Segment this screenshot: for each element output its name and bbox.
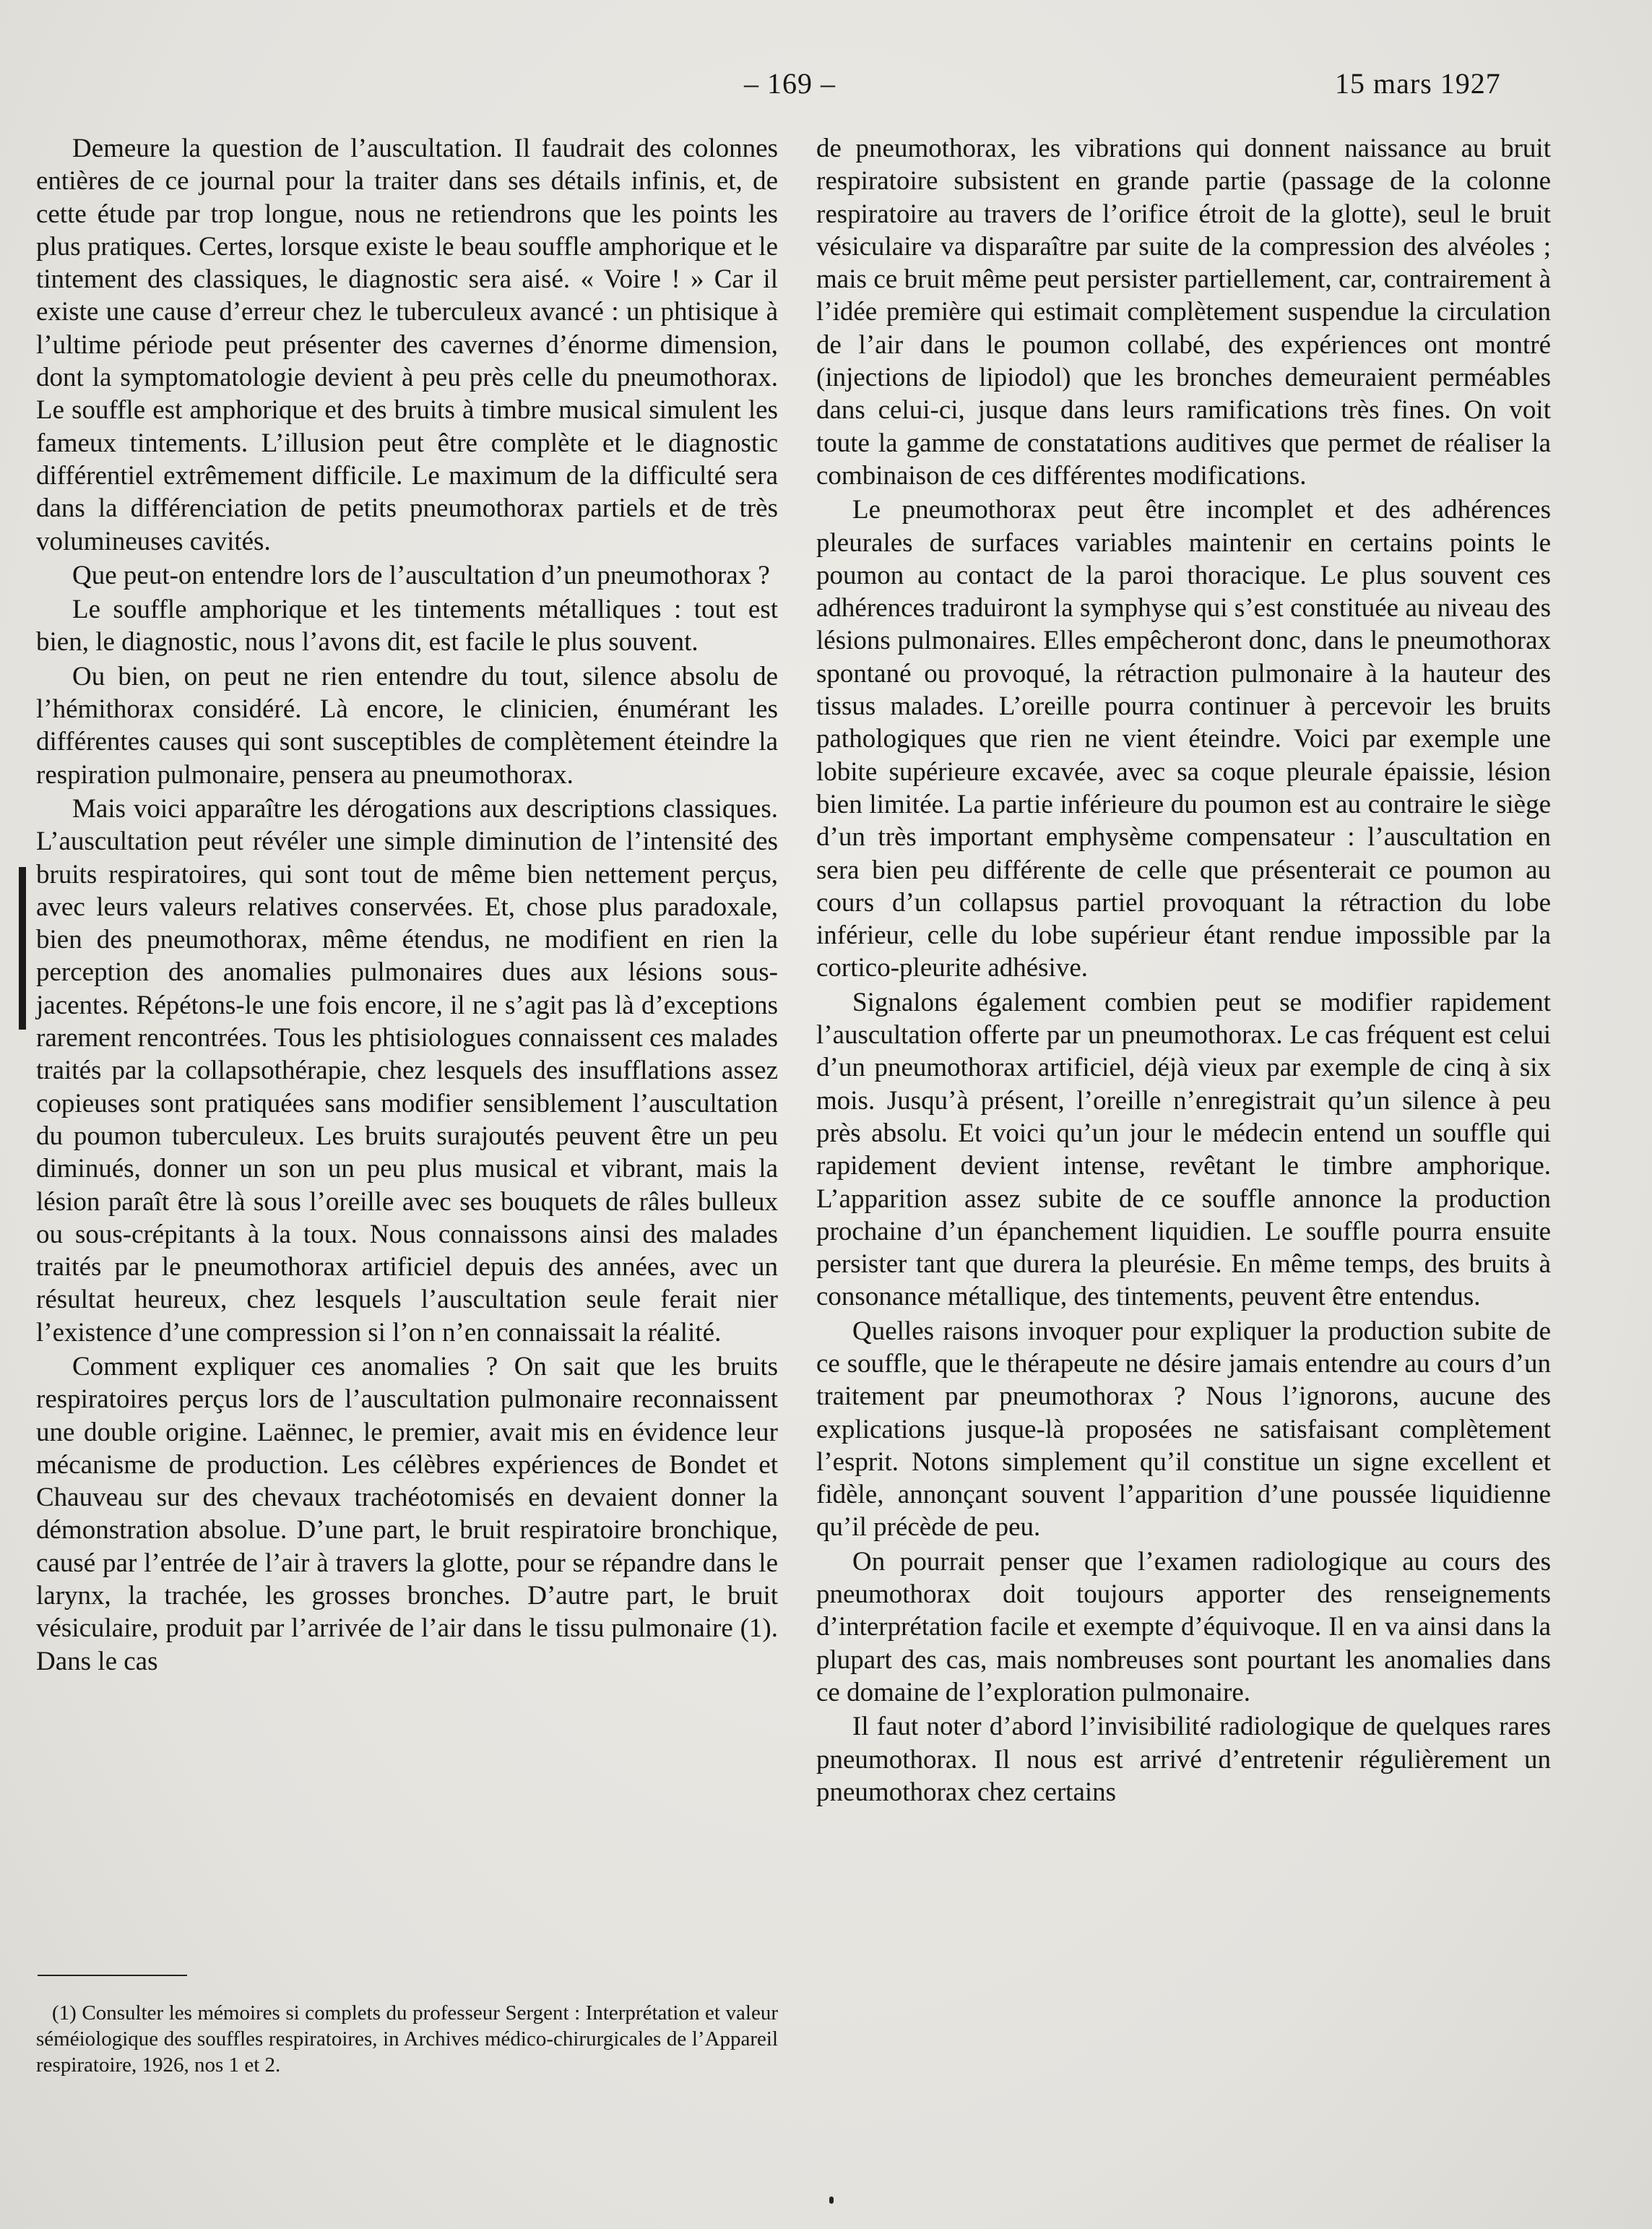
paragraph: Il faut noter d’abord l’invisibilité radiologique de quelques rares pneumothorax. Il nous est arrivé d’entretenir régulièrement un pneumothorax chez certains <box>816 1712 1551 1807</box>
paragraph: Ou bien, on peut ne rien entendre du tout, silence absolu de l’hémithorax considéré. Là encore, le clinicien, énumérant les différentes causes qui sont susceptibles de complètement éteindre la respiration pulmonaire, pensera au pneumothorax. <box>36 661 778 790</box>
ink-speck <box>829 2196 834 2204</box>
margin-mark <box>19 867 26 1030</box>
paragraph: Demeure la question de l’auscultation. Il faudrait des colonnes entières de ce journal pour la traiter dans ses détails infinis, et, de cette étude par trop longue, nous ne retiendrons que les points les plus pratiques. Certes, lorsque existe le beau souffle amphorique et le tintement des classiques, le diagnostic sera aisé. « Voire ! » Car il existe une cause d’erreur chez le tuberculeux avancé : un phtisique à l’ultime période peut présenter des cavernes d’énorme dimension, dont la symptomatologie devient à peu près celle du pneumothorax. Le souffle est amphorique et des bruits à timbre musical simulent les fameux tintements. L’illusion peut être complète et le diagnostic différentiel extrêmement difficile. Le maximum de la difficulté sera dans la différenciation de petits pneumothorax partiels et de très volumineuses cavités. <box>36 134 778 556</box>
page-number: – 169 – <box>744 67 836 100</box>
page-header <box>0 66 1652 110</box>
paragraph: Comment expliquer ces anomalies ? On sait que les bruits respiratoires perçus lors de l’auscultation pulmonaire reconnaissent une double origine. Laënnec, le premier, avait mis en évidence leur mécanisme de production. Les célèbres expériences de Bondet et Chauveau sur des chevaux trachéotomisés en devaient donner la démonstration absolue. D’une part, le bruit respiratoire bronchique, causé par l’entrée de l’air à travers la glotte, pour se répandre dans le larynx, la trachée, les grosses bronches. D’autre part, le bruit vésiculaire, produit par l’arrivée de l’air dans le tissu pulmonaire (1). Dans le cas <box>36 1351 778 1676</box>
paragraph: Mais voici apparaître les dérogations aux descriptions classiques. L’auscultation peut révéler une simple diminution de l’intensité des bruits respiratoires, qui sont tout de même bien nettement perçus, avec leurs valeurs relatives conservées. Et, chose plus paradoxale, bien des pneumothorax, même étendus, ne modifient en rien la perception des anomalies pulmonaires dues aux lésions sous-jacentes. Répétons-le une fois encore, il ne s’agit pas là d’exceptions rarement rencontrées. Tous les phtisiologues connaissent ces malades traités par la collapsothérapie, chez lesquels des insufflations assez copieuses sont pratiquées sans modifier sensiblement l’auscultation du poumon tuberculeux. Les bruits surajoutés peuvent être un peu diminués, donner un son un peu plus musical et vibrant, mais la lésion paraît être là sous l’oreille avec ses bouquets de râles bulleux ou sous-crépitants à la toux. Nous connaissons ainsi des malades traités par le pneumothorax artificiel depuis des années, avec un résultat heureux, chez lesquels l’auscultation seule ferait nier l’existence d’une compression si l’on n’en connaissait la réalité. <box>36 793 778 1348</box>
right-column <box>816 132 1551 1810</box>
issue-date: 15 mars 1927 <box>1335 67 1501 100</box>
footnote <box>36 2000 778 2078</box>
paragraph: Que peut-on entendre lors de l’auscultation d’un pneumothorax ? <box>72 560 770 590</box>
footnote-divider <box>38 1975 187 1976</box>
footnote-text: (1) Consulter les mémoires si complets du professeur Sergent : Interprétation et valeur séméiologique des souffles respiratoires, in Archives médico-chirurgicales de l’Appareil respiratoire, 1926, nos 1 et 2. <box>36 2001 778 2077</box>
paragraph: Le pneumothorax peut être incomplet et des adhérences pleurales de surfaces variables maintenir en certains points le poumon au contact de la paroi thoracique. Le plus souvent ces adhérences traduiront la symphyse qui s’est constituée au niveau des lésions pulmonaires. Elles empêcheront donc, dans le pneumothorax spontané ou provoqué, la rétraction pulmonaire à la hauteur des tissus malades. L’oreille pourra continuer à percevoir les bruits pathologiques que rien ne vient éteindre. Voici par exemple une lobite supérieure excavée, avec sa coque pleurale épaissie, lésion bien limitée. La partie inférieure du poumon est au contraire le siège d’un très important emphysème compensateur : l’auscultation en sera bien peu différente de celle que présenterait ce poumon au cours d’un collapsus partiel provoquant la rétraction du lobe inférieur, celle du lobe supérieur étant rendue impossible par la cortico-pleurite adhésive. <box>816 495 1551 983</box>
left-column <box>36 132 778 1679</box>
paragraph: de pneumothorax, les vibrations qui donnent naissance au bruit respiratoire subsistent en grande partie (passage de la colonne respiratoire au travers de l’orifice étroit de la glotte), seul le bruit vésiculaire va disparaître par suite de la compression des alvéoles ; mais ce bruit même peut persister partiellement, car, contrairement à l’idée première qui estimait complètement suspendue la circulation de l’air dans le poumon collabé, des expériences ont montré (injections de lipiodol) que les bronches demeuraient perméables dans celui-ci, jusque dans leurs ramifications très fines. On voit toute la gamme de constatations auditives que permet de réaliser la combinaison de ces différentes modifications. <box>816 134 1551 491</box>
paragraph: Signalons également combien peut se modifier rapidement l’auscultation offerte par un pneumothorax. Le cas fréquent est celui d’un pneumothorax artificiel, déjà vieux par exemple de cinq à six mois. Jusqu’à présent, l’oreille n’enregistrait qu’un silence à peu près absolu. Et voici qu’un jour le médecin entend un souffle qui rapidement devient intense, revêtant le timbre amphorique. L’apparition assez subite de ce souffle annonce la production prochaine d’un épanchement liquidien. Le souffle pourra ensuite persister tant que durera la pleurésie. En même temps, des bruits à consonance métallique, des tintements, peuvent être entendus. <box>816 987 1551 1312</box>
paragraph: Quelles raisons invoquer pour expliquer la production subite de ce souffle, que le thérapeute ne désire jamais entendre au cours d’un traitement par pneumothorax ? Nous l’ignorons, aucune des explications jusque-là proposées ne satisfaisant complètement l’esprit. Notons simplement qu’il constitue un signe excellent et fidèle, annonçant souvent l’apparition d’une poussée liquidienne qu’il précède de peu. <box>816 1316 1551 1543</box>
paragraph: On pourrait penser que l’examen radiologique au cours des pneumothorax doit toujours apporter des renseignements d’interprétation facile et exempte d’équivoque. Il en va ainsi dans la plupart des cas, mais nombreuses sont pourtant les anomalies dans ce domaine de l’exploration pulmonaire. <box>816 1546 1551 1707</box>
paragraph: Le souffle amphorique et les tintements métalliques : tout est bien, le diagnostic, nous l’avons dit, est facile le plus souvent. <box>36 595 778 658</box>
